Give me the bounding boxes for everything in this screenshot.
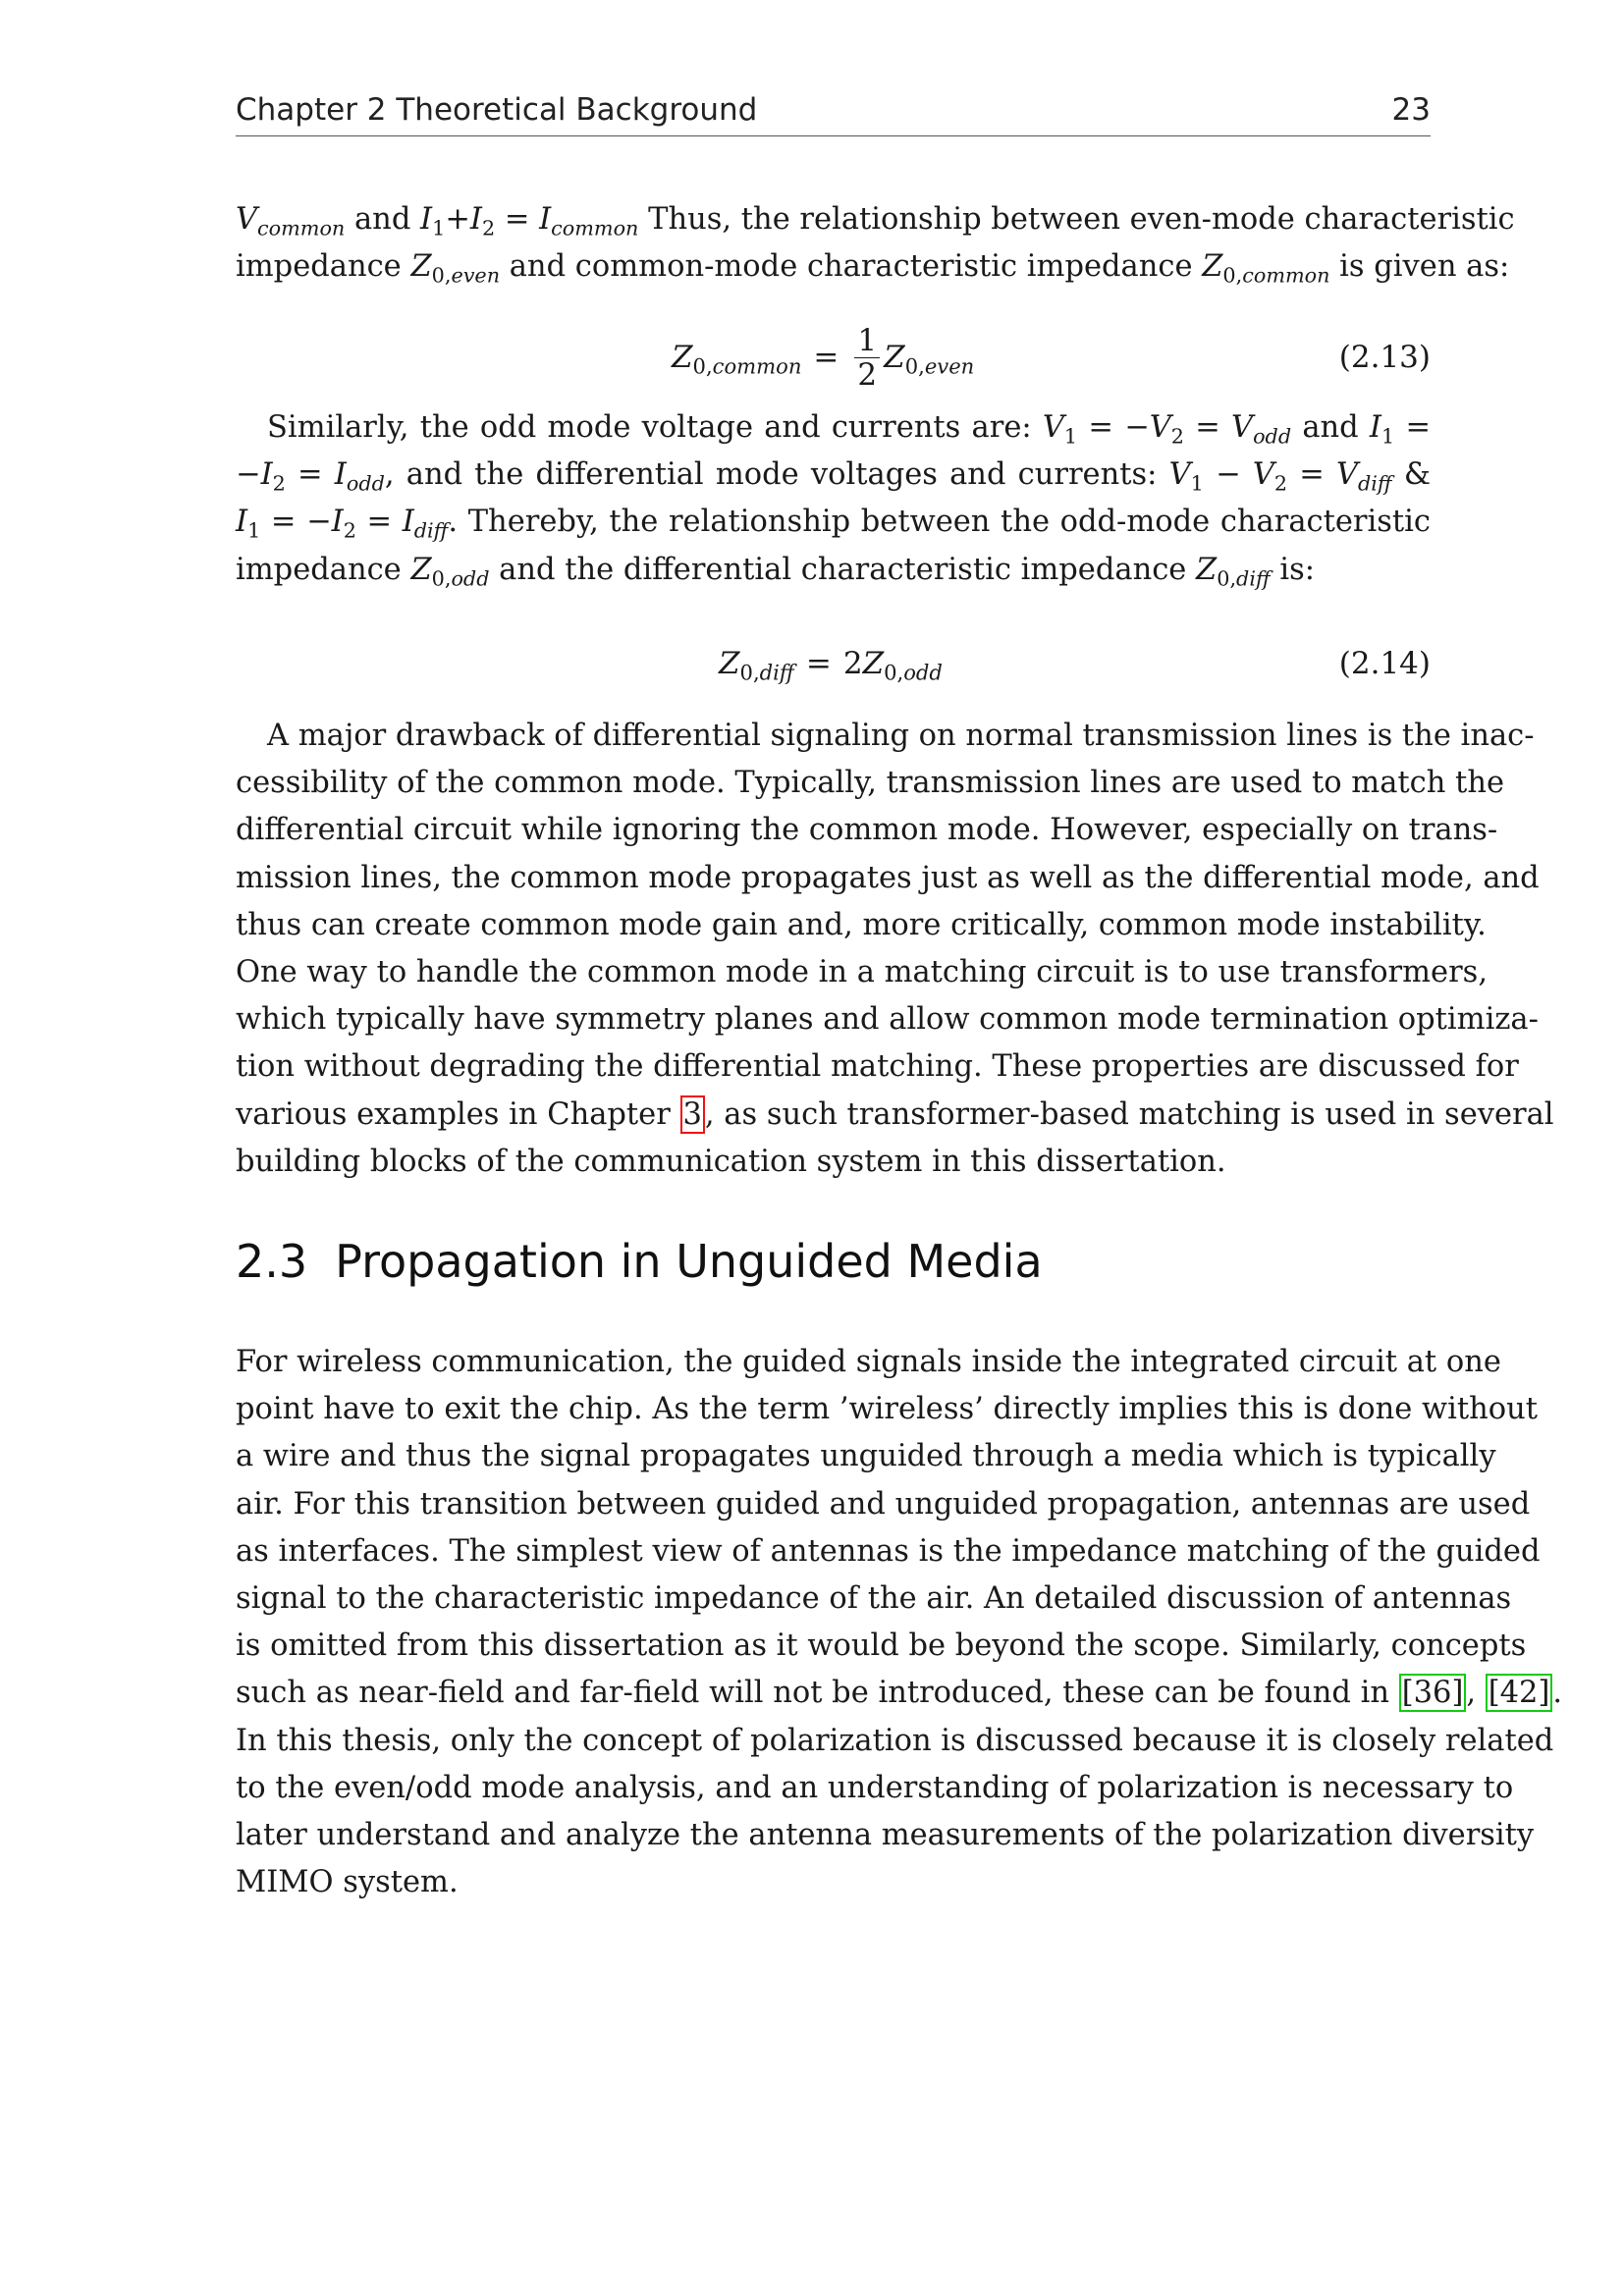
text-line — [236, 452, 1431, 499]
text-line: air. For this transition between guided and unguided propagation, antennas are used — [236, 1486, 1531, 1522]
math-inline: $Z_{0,even}$ — [410, 249, 501, 288]
math-inline: $I_1+I_2 = I_{common}$ — [420, 202, 639, 240]
math-inline: $Z_{0,odd}$ — [410, 552, 490, 591]
text-line: which typically have symmetry planes and allow common mode termination optimiza- — [236, 1002, 1539, 1038]
paragraph-unguided-media — [236, 1339, 1563, 1906]
section-title: Propagation in Unguided Media — [335, 1235, 1043, 1288]
equation-2-14 — [236, 624, 1431, 703]
text-line: later understand and analyze the antenna measurements of the polarization diversity — [236, 1817, 1535, 1852]
fraction-numerator: 1 — [854, 324, 880, 358]
text-run: and the differential characteristic impedance — [489, 552, 1197, 587]
text-run: impedance — [236, 552, 411, 587]
paragraph-drawback — [236, 713, 1554, 1186]
text-line — [236, 196, 1515, 243]
citation-link[interactable]: [36] — [1399, 1674, 1467, 1712]
text-run: and common-mode characteristic impedance — [500, 249, 1203, 285]
text-line: thus can create common mode gain and, more critically, common mode instability. — [236, 907, 1487, 942]
text-run: impedance — [236, 249, 411, 285]
text-line: mission lines, the common mode propagates just as well as the differential mode, and — [236, 860, 1540, 895]
math-inline: $I_1 = -I_2 = I_{diff}$ — [236, 505, 449, 543]
text-run: is: — [1270, 552, 1316, 587]
text-run: Similarly, the odd mode voltage and currents are: — [267, 410, 1043, 445]
text-line: is omitted from this dissertation as it would be beyond the scope. Similarly, concepts — [236, 1629, 1527, 1664]
text-line: MIMO system. — [236, 1865, 459, 1900]
text-run: and — [345, 202, 421, 237]
text-run: , as such transformer-based matching is used in several — [704, 1096, 1554, 1132]
text-run: . — [1552, 1676, 1563, 1711]
text-line: signal to the characteristic impedance of the air. An detailed discussion of antennas — [236, 1580, 1512, 1616]
text-line: cessibility of the common mode. Typically, transmission lines are used to match the — [236, 766, 1505, 801]
text-run: is given as: — [1329, 249, 1510, 285]
text-line: as interfaces. The simplest view of antennas is the impedance matching of the guided — [236, 1533, 1541, 1569]
text-run: such as near-field and far-field will not be introduced, these can be found in — [236, 1676, 1399, 1711]
text-run: Thus, the relationship between even-mode characteristic — [638, 202, 1515, 237]
text-line: differential circuit while ignoring the common mode. However, especially on trans- — [236, 813, 1498, 848]
equation-2-13 — [236, 318, 1431, 397]
math-inline: $V_1 = -V_2 = V_{odd}$ — [1042, 410, 1292, 449]
running-header — [236, 90, 1431, 136]
page-number: 23 — [1391, 92, 1431, 128]
equation-number: (2.13) — [1338, 340, 1431, 375]
text-line: For wireless communication, the guided signals inside the integrated circuit at one — [236, 1345, 1501, 1379]
text-line: point have to exit the chip. As the term ’wireless’ directly implies this is done without — [236, 1392, 1538, 1427]
fraction-denominator: 2 — [857, 356, 878, 393]
text-line — [236, 1092, 1554, 1139]
equation-body: $Z_{0,common}$ = $\frac{1}{2}$ $Z_{0,even}$ — [672, 322, 975, 393]
text-run: , — [1466, 1676, 1486, 1711]
text-line: building blocks of the communication system in this dissertation. — [236, 1144, 1226, 1179]
fraction — [854, 324, 880, 392]
paragraph-common-mode — [236, 196, 1515, 291]
math-inline: $Z_{0,common}$ — [1202, 249, 1330, 288]
math-inline: $V_1 - V_2 = V_{diff}$ & — [1168, 457, 1431, 496]
paragraph-odd-mode — [236, 404, 1431, 594]
text-line: tion without degrading the differential matching. These properties are discussed for — [236, 1049, 1519, 1085]
text-line — [236, 547, 1431, 594]
text-line: One way to handle the common mode in a matching circuit is to use transformers, — [236, 954, 1489, 989]
equation-number: (2.14) — [1338, 646, 1431, 681]
equation-body: $Z_{0,diff}$ = $2Z_{0,odd}$ — [719, 646, 943, 685]
text-line — [236, 404, 1431, 452]
chapter-title: Chapter 2 Theoretical Background — [236, 92, 758, 128]
text-line: a wire and thus the signal propagates unguided through a media which is typically — [236, 1439, 1496, 1474]
text-run: , and the differential mode voltages and currents: — [384, 457, 1169, 493]
math-inline: $-I_2 = I_{odd}$ — [236, 457, 385, 496]
math-inline: $I_1$ = — [1369, 410, 1431, 449]
text-line: to the even/odd mode analysis, and an understanding of polarization is necessary to — [236, 1770, 1514, 1805]
math-inline: $V_{common}$ — [236, 202, 346, 240]
citation-link[interactable]: [42] — [1486, 1674, 1553, 1712]
text-line — [236, 499, 1431, 546]
text-line: A major drawback of differential signaling on normal transmission lines is the inac- — [267, 719, 1535, 753]
text-run: various examples in Chapter — [236, 1096, 680, 1132]
section-heading — [236, 1235, 1431, 1288]
chapter-link[interactable]: 3 — [680, 1095, 705, 1134]
text-line: In this thesis, only the concept of polarization is discussed because it is closely related — [236, 1723, 1554, 1758]
text-line — [236, 1670, 1563, 1717]
math-inline: $Z_{0,diff}$ — [1196, 552, 1271, 591]
section-number: 2.3 — [236, 1235, 308, 1288]
text-run: . Thereby, the relationship between the odd-mode characteristic — [448, 505, 1431, 540]
text-run: and — [1291, 410, 1370, 445]
text-line — [236, 243, 1510, 291]
